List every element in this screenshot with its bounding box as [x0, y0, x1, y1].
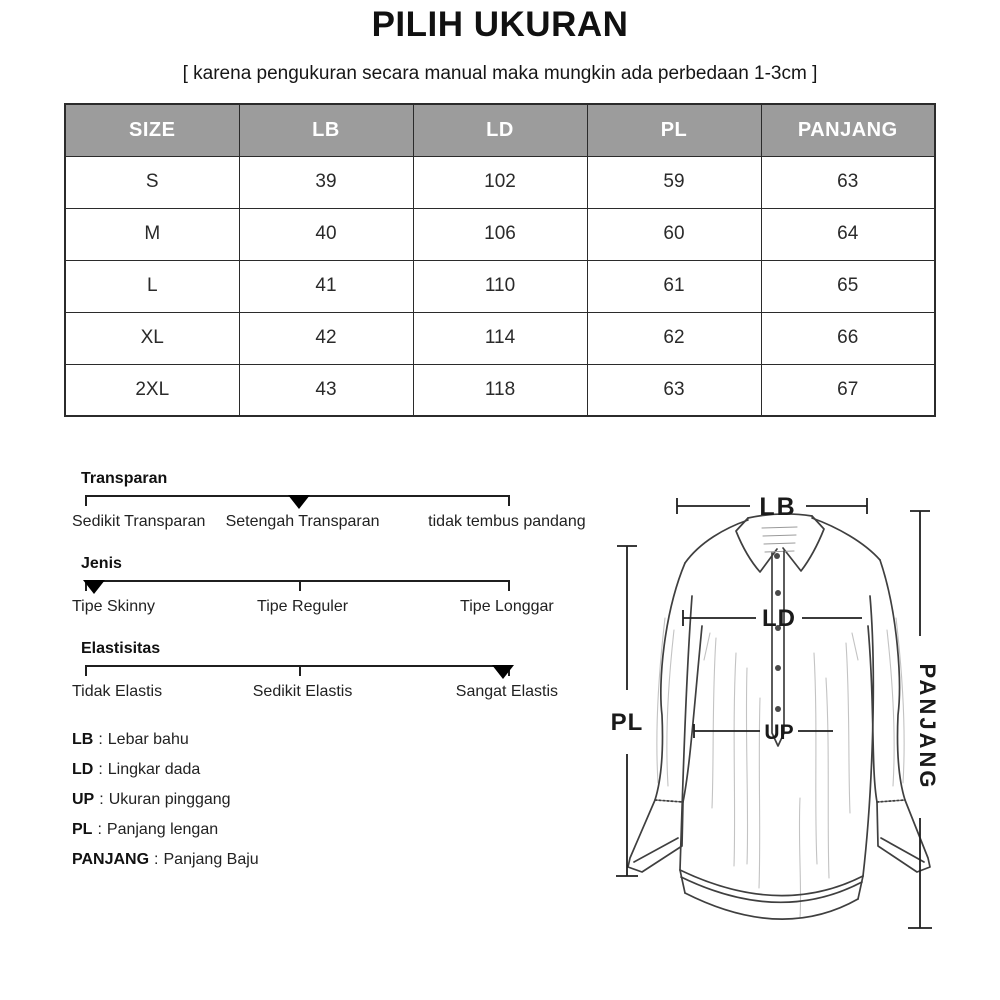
legend-desc: Lebar bahu [107, 731, 189, 748]
scale-marker-icon [83, 580, 105, 594]
scale-tick [508, 582, 510, 591]
cell-ld: 118 [413, 364, 587, 416]
diagram-label-up: UP [764, 721, 794, 744]
scale-label-mid: Setengah Transparan [225, 513, 380, 530]
cell-lb: 43 [239, 364, 413, 416]
scale-marker-icon [288, 495, 310, 509]
cell-ld: 110 [413, 260, 587, 312]
scale-labels [72, 598, 596, 617]
cell-lb: 39 [239, 156, 413, 208]
attribute-scales [72, 470, 596, 725]
legend-item-ld [72, 761, 392, 779]
header [0, 0, 1000, 85]
scale-labels [72, 683, 596, 702]
legend-term: LD [72, 761, 94, 778]
cell-panjang: 65 [761, 260, 935, 312]
legend-item-lb [72, 731, 392, 749]
cell-size: 2XL [65, 364, 239, 416]
scale-track [85, 495, 510, 509]
table-row-m [65, 208, 935, 260]
cell-size: L [65, 260, 239, 312]
legend-desc: Panjang Baju [163, 851, 259, 868]
cell-panjang: 67 [761, 364, 935, 416]
measurement-lines [616, 498, 932, 928]
scale-marker-icon [492, 665, 514, 679]
diagram-label-lb: LB [759, 493, 797, 521]
legend-item-panjang [72, 851, 392, 869]
scale-label-left: Tipe Skinny [72, 598, 155, 615]
column-header-lb: LB [239, 104, 413, 156]
cell-panjang: 64 [761, 208, 935, 260]
size-table [64, 103, 936, 417]
scale-tick [299, 667, 301, 676]
column-header-pl: PL [587, 104, 761, 156]
diagram-label-panjang: PANJANG [915, 663, 940, 791]
table-row-xl [65, 312, 935, 364]
legend-separator: : [154, 851, 159, 868]
cell-panjang: 66 [761, 312, 935, 364]
legend-term: UP [72, 791, 95, 808]
shirt-diagram [590, 468, 990, 968]
legend-item-up [72, 791, 392, 809]
page-title: PILIH UKURAN [371, 5, 629, 44]
size-table-wrap [64, 103, 936, 417]
cell-lb: 40 [239, 208, 413, 260]
column-header-ld: LD [413, 104, 587, 156]
legend-term: LB [72, 731, 94, 748]
cell-ld: 102 [413, 156, 587, 208]
scale-tick [85, 667, 87, 676]
scale-labels [72, 513, 596, 532]
shirt-diagram-wrap [590, 468, 990, 968]
cell-pl: 62 [587, 312, 761, 364]
cell-size: XL [65, 312, 239, 364]
legend-separator: : [98, 761, 103, 778]
cell-panjang: 63 [761, 156, 935, 208]
column-header-panjang: PANJANG [761, 104, 935, 156]
scale-title: Elastisitas [81, 640, 161, 657]
cell-pl: 59 [587, 156, 761, 208]
scale-label-right: Tipe Longgar [460, 598, 554, 615]
diagram-label-ld: LD [762, 605, 796, 632]
scale-track [85, 580, 510, 594]
cell-ld: 106 [413, 208, 587, 260]
scale-label-mid: Tipe Reguler [257, 598, 349, 615]
cell-lb: 41 [239, 260, 413, 312]
scale-tick [85, 497, 87, 506]
scale-track [85, 665, 510, 679]
legend-separator: : [97, 821, 102, 838]
cell-lb: 42 [239, 312, 413, 364]
column-header-size: SIZE [65, 104, 239, 156]
table-header-row [65, 104, 935, 156]
table-row-2xl [65, 364, 935, 416]
legend-desc: Panjang lengan [106, 821, 219, 838]
legend-separator: : [98, 731, 103, 748]
shirt-outline [628, 514, 930, 919]
scale-label-mid: Sedikit Elastis [252, 683, 353, 700]
scale-label-left: Sedikit Transparan [72, 513, 206, 530]
legend-item-pl [72, 821, 392, 839]
legend-term: PL [72, 821, 93, 838]
cell-pl: 60 [587, 208, 761, 260]
legend-term: PANJANG [72, 851, 150, 868]
legend-desc: Lingkar dada [107, 761, 201, 778]
page-subtitle: [ karena pengukuran secara manual maka mungkin ada perbedaan 1-3cm ] [182, 63, 818, 84]
scale-label-left: Tidak Elastis [72, 683, 163, 700]
scale-title: Jenis [81, 555, 122, 572]
scale-transparan [72, 470, 596, 532]
legend-desc: Ukuran pinggang [108, 791, 231, 808]
scale-label-right: tidak tembus pandang [428, 513, 586, 530]
legend-separator: : [99, 791, 104, 808]
scale-label-right: Sangat Elastis [455, 683, 559, 700]
scale-title: Transparan [81, 470, 168, 487]
cell-ld: 114 [413, 312, 587, 364]
abbreviation-legend [72, 731, 392, 881]
table-row-l [65, 260, 935, 312]
diagram-label-pl: PL [610, 709, 644, 736]
table-row-s [65, 156, 935, 208]
cell-size: S [65, 156, 239, 208]
cell-pl: 61 [587, 260, 761, 312]
scale-tick [508, 497, 510, 506]
fabric-fold-lines [657, 618, 904, 918]
buttons [774, 553, 781, 712]
scale-jenis [72, 555, 596, 617]
scale-elastisitas [72, 640, 596, 702]
cell-size: M [65, 208, 239, 260]
scale-tick [299, 582, 301, 591]
cell-pl: 63 [587, 364, 761, 416]
